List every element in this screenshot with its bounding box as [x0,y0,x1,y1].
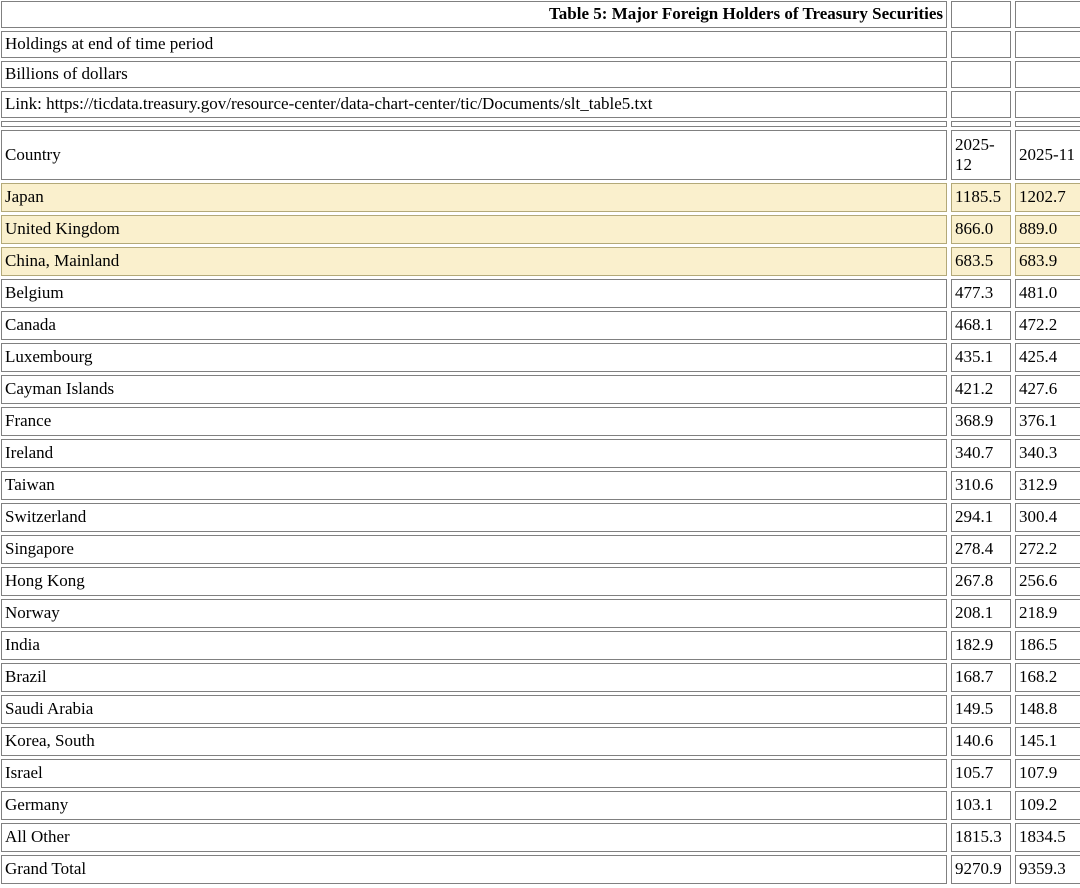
table-row-taiwan [1,471,1080,500]
country-cell: Korea, South [1,727,947,756]
country-cell: Brazil [1,663,947,692]
empty-cell [1015,61,1080,88]
country-cell: China, Mainland [1,247,947,276]
value-cell: 1202.7 [1015,183,1080,212]
country-cell: United Kingdom [1,215,947,244]
table-row-all-other [1,823,1080,852]
table-row-china-mainland [1,247,1080,276]
value-cell: 312.9 [1015,471,1080,500]
value-cell: 340.7 [951,439,1011,468]
table-row-luxembourg [1,343,1080,372]
value-cell: 182.9 [951,631,1011,660]
table-row-germany [1,791,1080,820]
value-cell: 427.6 [1015,375,1080,404]
value-cell: 421.2 [951,375,1011,404]
units-note: Billions of dollars [1,61,947,88]
country-cell: Luxembourg [1,343,947,372]
holdings-period-note: Holdings at end of time period [1,31,947,58]
value-cell: 435.1 [951,343,1011,372]
empty-cell [1015,121,1080,127]
value-cell: 218.9 [1015,599,1080,628]
value-cell: 148.8 [1015,695,1080,724]
value-cell: 472.2 [1015,311,1080,340]
empty-cell [951,91,1011,118]
value-cell: 168.2 [1015,663,1080,692]
table-row-japan [1,183,1080,212]
table-row-norway [1,599,1080,628]
empty-cell [1015,1,1080,28]
table-title: Table 5: Major Foreign Holders of Treasury Securities [1,1,947,28]
country-cell: Norway [1,599,947,628]
country-cell: Taiwan [1,471,947,500]
value-cell: 300.4 [1015,503,1080,532]
country-cell: India [1,631,947,660]
value-cell: 477.3 [951,279,1011,308]
value-cell: 683.9 [1015,247,1080,276]
country-cell: Japan [1,183,947,212]
table-row-hong-kong [1,567,1080,596]
country-cell: Saudi Arabia [1,695,947,724]
table-row-switzerland [1,503,1080,532]
value-cell: 145.1 [1015,727,1080,756]
table-row-korea-south [1,727,1080,756]
country-cell: Germany [1,791,947,820]
table-row-canada [1,311,1080,340]
units-note-row [1,61,1080,88]
value-cell: 186.5 [1015,631,1080,660]
value-cell: 109.2 [1015,791,1080,820]
value-cell: 481.0 [1015,279,1080,308]
empty-cell [951,1,1011,28]
value-cell: 107.9 [1015,759,1080,788]
value-cell: 149.5 [951,695,1011,724]
value-cell: 683.5 [951,247,1011,276]
value-cell: 1185.5 [951,183,1011,212]
table-row-saudi-arabia [1,695,1080,724]
table-row-brazil [1,663,1080,692]
empty-cell [951,31,1011,58]
empty-cell [1015,91,1080,118]
value-cell: 340.3 [1015,439,1080,468]
value-cell: 272.2 [1015,535,1080,564]
spacer-row [1,121,1080,127]
country-cell: Hong Kong [1,567,947,596]
empty-cell [951,121,1011,127]
value-cell: 168.7 [951,663,1011,692]
source-link-text: Link: https://ticdata.treasury.gov/resource-center/data-chart-center/tic/Documents/slt_table5.txt [1,91,947,118]
value-cell: 889.0 [1015,215,1080,244]
country-cell: Switzerland [1,503,947,532]
table-row-belgium [1,279,1080,308]
country-cell: Canada [1,311,947,340]
table-row-france [1,407,1080,436]
empty-cell [1,121,947,127]
country-cell: Israel [1,759,947,788]
holdings-note-row [1,31,1080,58]
empty-cell [1015,31,1080,58]
value-cell: 294.1 [951,503,1011,532]
value-cell: 866.0 [951,215,1011,244]
country-cell: Singapore [1,535,947,564]
table-row-grand-total [1,855,1080,884]
column-header-country: Country [1,130,947,180]
source-link-row [1,91,1080,118]
column-header-2025-11: 2025-11 [1015,130,1080,180]
value-cell: 9359.3 [1015,855,1080,884]
country-cell: Ireland [1,439,947,468]
value-cell: 425.4 [1015,343,1080,372]
table-row-united-kingdom [1,215,1080,244]
value-cell: 1834.5 [1015,823,1080,852]
value-cell: 103.1 [951,791,1011,820]
value-cell: 278.4 [951,535,1011,564]
table-row-ireland [1,439,1080,468]
country-cell: Grand Total [1,855,947,884]
value-cell: 310.6 [951,471,1011,500]
value-cell: 9270.9 [951,855,1011,884]
table-row-israel [1,759,1080,788]
empty-cell [951,61,1011,88]
country-cell: All Other [1,823,947,852]
value-cell: 256.6 [1015,567,1080,596]
table-row-india [1,631,1080,660]
value-cell: 208.1 [951,599,1011,628]
value-cell: 105.7 [951,759,1011,788]
value-cell: 368.9 [951,407,1011,436]
column-header-2025-12: 2025-12 [951,130,1011,180]
value-cell: 376.1 [1015,407,1080,436]
table-row-cayman-islands [1,375,1080,404]
country-cell: Belgium [1,279,947,308]
header-row [1,130,1080,180]
country-cell: France [1,407,947,436]
value-cell: 267.8 [951,567,1011,596]
value-cell: 1815.3 [951,823,1011,852]
value-cell: 468.1 [951,311,1011,340]
country-cell: Cayman Islands [1,375,947,404]
table-row-singapore [1,535,1080,564]
title-row [1,1,1080,28]
value-cell: 140.6 [951,727,1011,756]
